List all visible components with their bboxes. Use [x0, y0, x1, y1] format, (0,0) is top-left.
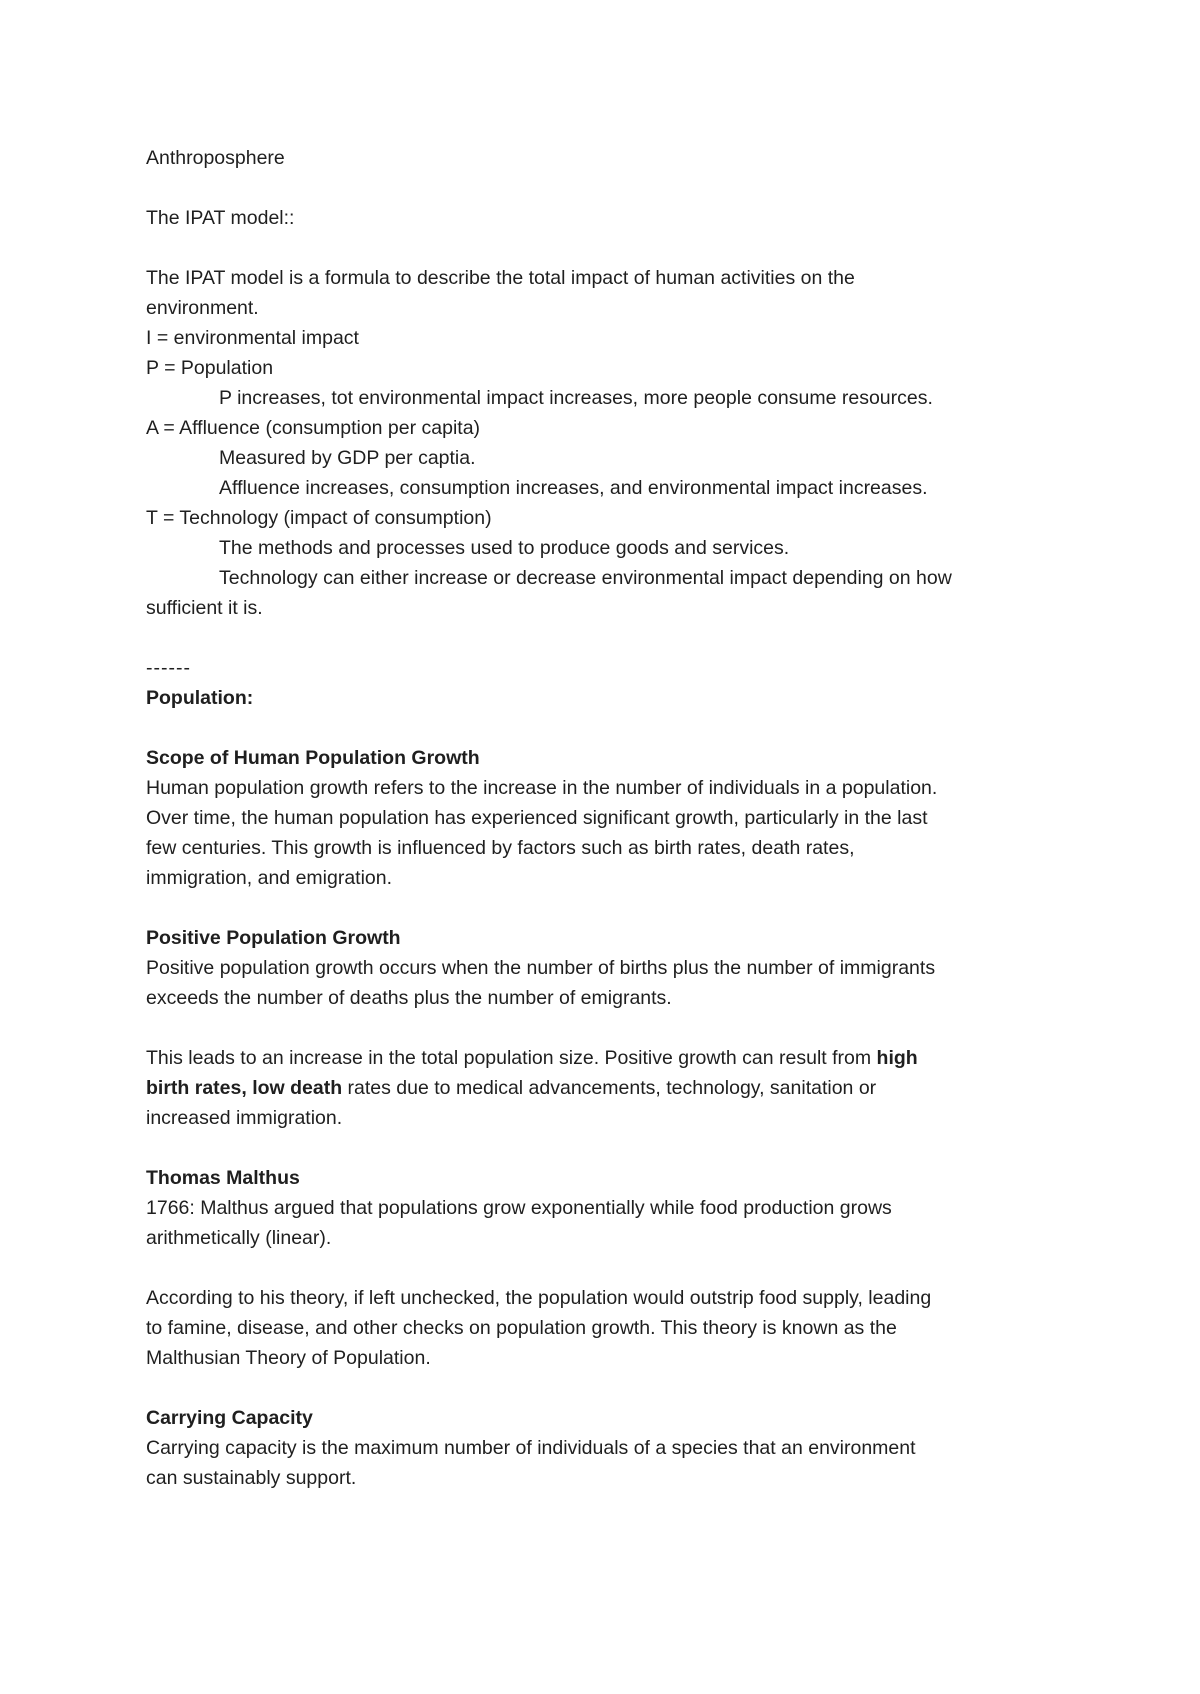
- theory-line: Malthusian Theory of Population.: [146, 1347, 431, 1369]
- i-definition: I = environmental impact: [146, 327, 359, 349]
- spacer: [146, 173, 1066, 203]
- scope-paragraph-line: immigration, and emigration.: [146, 867, 393, 889]
- t-note: The methods and processes used to produce goods and services.: [219, 537, 790, 559]
- p-note: P increases, tot environmental impact increases, more people consume resources.: [219, 387, 933, 409]
- leads-text: rates due to medical advancements, technology, sanitation or: [342, 1077, 877, 1099]
- leads-bold-text: high: [876, 1047, 918, 1069]
- ipat-intro-line: environment.: [146, 297, 259, 319]
- positive-growth-line: Positive population growth occurs when the number of births plus the number of immigrants: [146, 957, 936, 979]
- t-note-continued: sufficient it is.: [146, 597, 263, 619]
- a-note: Affluence increases, consumption increases, and environmental impact increases.: [219, 477, 928, 499]
- spacer: [146, 1373, 1066, 1403]
- ipat-intro-line: The IPAT model is a formula to describe the total impact of human activities on the: [146, 267, 855, 289]
- spacer: [146, 623, 1066, 653]
- spacer: [146, 1133, 1066, 1163]
- positive-growth-line: exceeds the number of deaths plus the number of emigrants.: [146, 987, 672, 1009]
- theory-line: to famine, disease, and other checks on population growth. This theory is known as the: [146, 1317, 897, 1339]
- a-definition: A = Affluence (consumption per capita): [146, 417, 481, 439]
- population-heading: Population:: [146, 687, 254, 709]
- ipat-heading: The IPAT model::: [146, 207, 295, 229]
- malthus-line: 1766: Malthus argued that populations grow exponentially while food production grows: [146, 1197, 892, 1219]
- malthus-line: arithmetically (linear).: [146, 1227, 332, 1249]
- spacer: [146, 233, 1066, 263]
- spacer: [146, 1253, 1066, 1283]
- spacer: [146, 713, 1066, 743]
- leads-paragraph-line: [146, 1073, 1066, 1103]
- t-note: Technology can either increase or decrease environmental impact depending on how: [219, 567, 952, 589]
- leads-paragraph-line: [146, 1043, 1066, 1073]
- scope-heading: Scope of Human Population Growth: [146, 747, 480, 769]
- scope-paragraph-line: few centuries. This growth is influenced by factors such as birth rates, death rates,: [146, 837, 855, 859]
- theory-line: According to his theory, if left unchecked, the population would outstrip food supply, leading: [146, 1287, 932, 1309]
- spacer: [146, 893, 1066, 923]
- document-page: [146, 143, 1066, 1493]
- t-definition: T = Technology (impact of consumption): [146, 507, 492, 529]
- malthus-heading: Thomas Malthus: [146, 1167, 300, 1189]
- p-definition: P = Population: [146, 357, 274, 379]
- a-note: Measured by GDP per captia.: [219, 447, 476, 469]
- leads-bold-text: birth rates, low death: [146, 1077, 343, 1099]
- document-title: Anthroposphere: [146, 147, 285, 169]
- leads-paragraph-line: increased immigration.: [146, 1107, 343, 1129]
- spacer: [146, 1013, 1066, 1043]
- scope-paragraph-line: Human population growth refers to the increase in the number of individuals in a population.: [146, 777, 938, 799]
- leads-text: This leads to an increase in the total population size. Positive growth can result from: [146, 1047, 877, 1069]
- carrying-capacity-line: can sustainably support.: [146, 1467, 357, 1489]
- scope-paragraph-line: Over time, the human population has experienced significant growth, particularly in the last: [146, 807, 928, 829]
- carrying-capacity-heading: Carrying Capacity: [146, 1407, 313, 1429]
- positive-growth-heading: Positive Population Growth: [146, 927, 401, 949]
- carrying-capacity-line: Carrying capacity is the maximum number of individuals of a species that an environment: [146, 1437, 916, 1459]
- section-divider: ------: [146, 657, 191, 679]
